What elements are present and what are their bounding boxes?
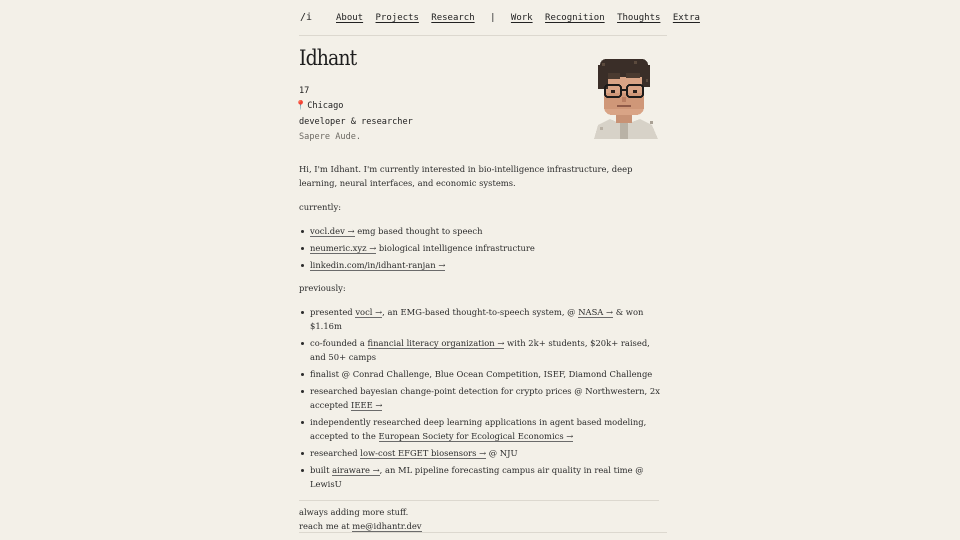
- list-item: [310, 241, 664, 255]
- intro-paragraph: Hi, I'm Idhant. I'm currently interested in bio-intelligence infrastructure, deep learning, neural interfaces, and economic systems.: [299, 164, 633, 188]
- list-item: [310, 224, 664, 238]
- nav-link-research[interactable]: Research: [431, 13, 475, 23]
- list-item-text: built: [310, 465, 333, 475]
- nav-link-about[interactable]: About: [336, 13, 364, 23]
- site-logo[interactable]: /i: [300, 12, 313, 23]
- pin-icon: 📍: [295, 101, 307, 112]
- profile-meta: [295, 84, 413, 145]
- footer-note: always adding more stuff.: [299, 507, 409, 517]
- link-esee[interactable]: European Society for Ecological Economics →: [378, 431, 574, 441]
- list-item-text: emg based thought to speech: [354, 226, 483, 236]
- link-neumeric[interactable]: neumeric.xyz →: [310, 243, 377, 253]
- profile-motto: Sapere Aude.: [299, 131, 362, 142]
- list-item-text: @ NJU: [486, 448, 518, 458]
- list-item-text: researched: [310, 448, 361, 458]
- profile-role: developer & researcher: [299, 116, 413, 127]
- profile-location: [295, 99, 413, 114]
- link-efget-biosensors[interactable]: low-cost EFGET biosensors →: [360, 448, 487, 458]
- link-nasa[interactable]: NASA →: [578, 307, 614, 317]
- list-item-text: finalist @ Conrad Challenge, Blue Ocean Competition, ISEF, Diamond Challenge: [310, 369, 653, 379]
- nav-link-projects[interactable]: Projects: [375, 13, 419, 23]
- nav-links: [336, 13, 707, 23]
- list-item: [310, 463, 664, 491]
- list-item: [310, 305, 664, 333]
- contact-line: [299, 519, 664, 533]
- link-linkedin[interactable]: linkedin.com/in/idhant-ranjan →: [310, 260, 446, 270]
- list-item-text: researched bayesian change-point detection for crypto prices @ Northwestern, 2x accepted: [310, 386, 660, 410]
- contact-label: reach me at: [299, 521, 353, 531]
- list-item: [310, 367, 664, 381]
- location-label: Chicago: [307, 101, 344, 112]
- previously-heading: previously:: [299, 283, 346, 293]
- bottom-divider: [299, 532, 667, 533]
- divider: [299, 500, 659, 501]
- page: [295, 0, 700, 531]
- list-item-text: biological intelligence infrastructure: [376, 243, 535, 253]
- list-item-text: , an ML pipeline forecasting campus air quality in real time @ LewisU: [310, 465, 644, 489]
- page-title: Idhant: [299, 46, 357, 70]
- list-item: [310, 258, 664, 272]
- currently-list: [299, 224, 664, 272]
- list-item-text: with 2k+ students, $20k+ raised, and 50+ camps: [310, 338, 650, 362]
- nav-separator: |: [490, 13, 496, 23]
- previously-list: [299, 305, 664, 491]
- avatar: [590, 55, 660, 139]
- link-financial-literacy[interactable]: financial literacy organization →: [367, 338, 505, 348]
- nav-link-extra[interactable]: Extra: [672, 13, 700, 23]
- list-item-text: & won $1.16m: [310, 307, 644, 331]
- list-item: [310, 336, 664, 364]
- currently-heading: currently:: [299, 202, 342, 212]
- nav-link-recognition[interactable]: Recognition: [545, 13, 605, 23]
- profile-age: 17: [299, 86, 310, 96]
- list-item: [310, 384, 664, 412]
- link-vocl-dev[interactable]: vocl.dev →: [310, 226, 355, 236]
- email-link[interactable]: me@idhantr.dev: [352, 521, 422, 531]
- list-item-text: , an EMG-based thought-to-speech system, @: [382, 307, 579, 317]
- top-nav: [299, 0, 700, 36]
- list-item: [310, 446, 664, 460]
- nav-link-work[interactable]: Work: [510, 13, 533, 23]
- list-item-text: presented: [310, 307, 356, 317]
- link-vocl[interactable]: vocl →: [355, 307, 383, 317]
- link-airaware[interactable]: airaware →: [332, 465, 380, 475]
- link-ieee[interactable]: IEEE →: [351, 400, 383, 410]
- list-item-text: independently researched deep learning applications in agent based modeling, accepted to the: [310, 417, 647, 441]
- list-item: [310, 415, 664, 443]
- list-item-text: co-founded a: [310, 338, 368, 348]
- nav-link-thoughts[interactable]: Thoughts: [617, 13, 661, 23]
- main-content: [299, 162, 664, 533]
